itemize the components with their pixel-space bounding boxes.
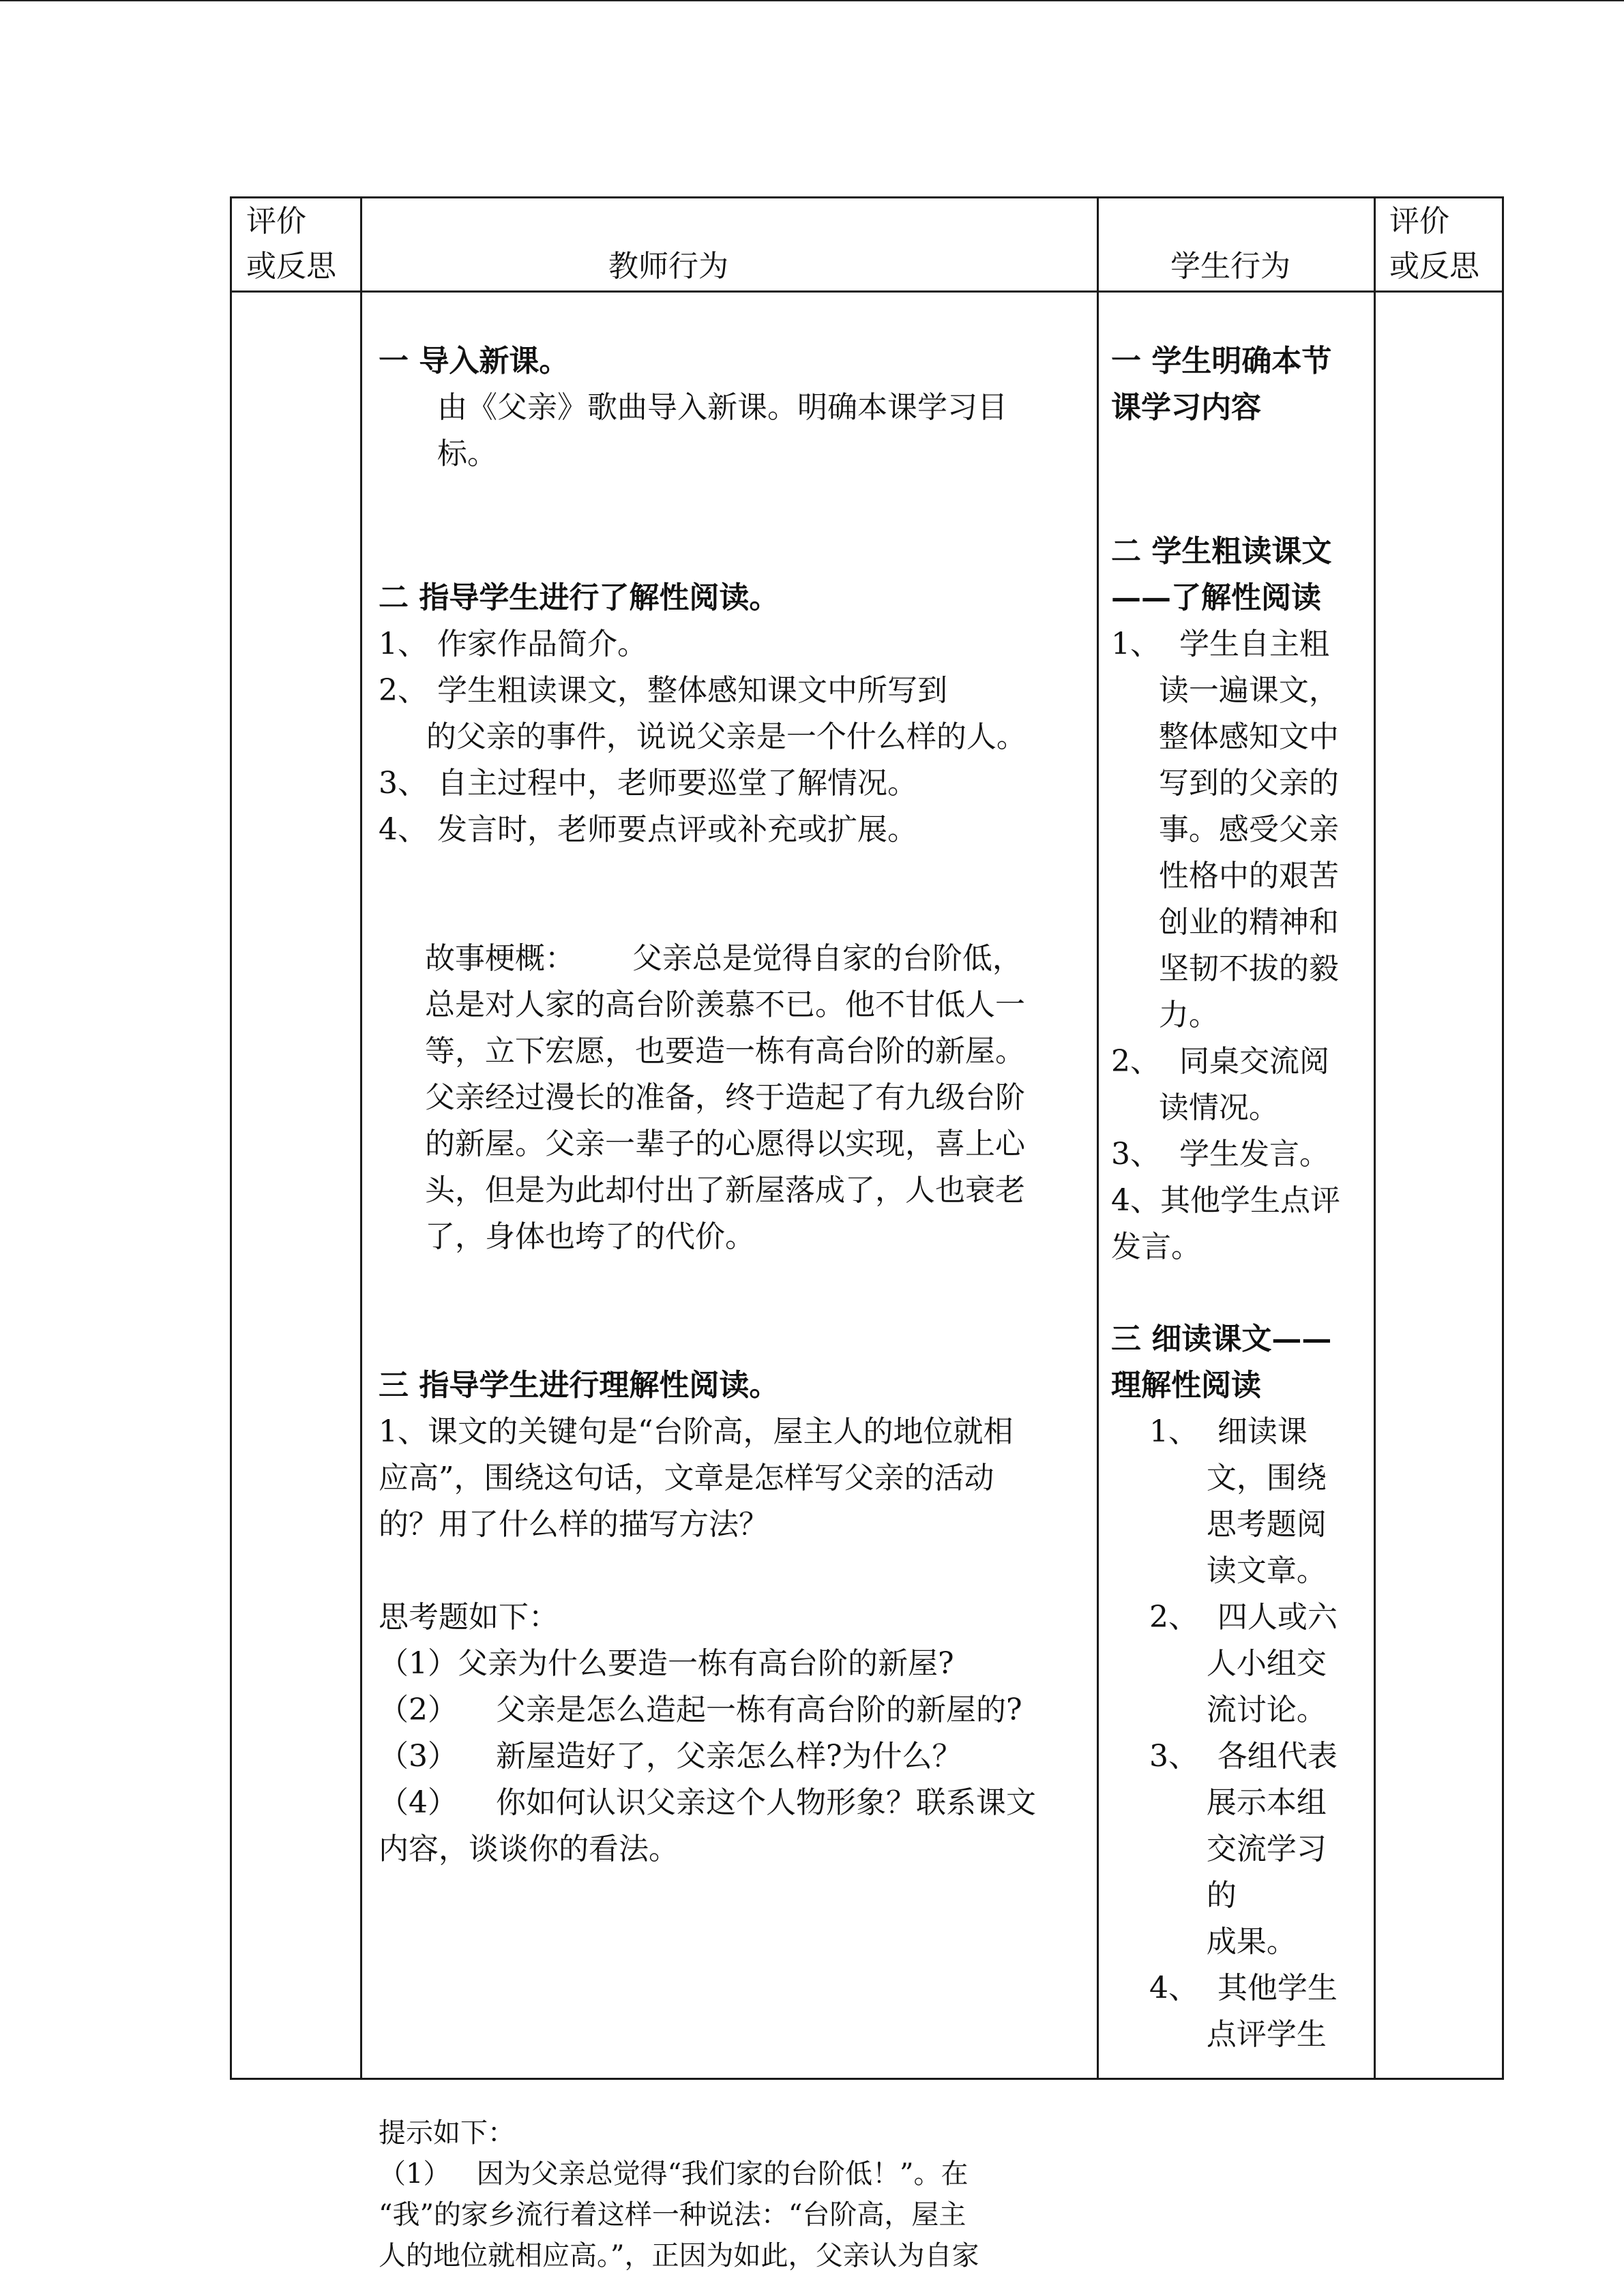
student-s3-item: 文，围绕 [1111, 1461, 1327, 1495]
student-s2-item: 整体感知文中 [1111, 719, 1339, 754]
student-s3-item: 展示本组 [1111, 1785, 1327, 1820]
teacher-section-intro [379, 338, 1007, 477]
question-item: （2） 父亲是怎么造起一栋有高台阶的新屋的? [379, 1693, 1022, 1727]
table-border-left [230, 196, 232, 2080]
student-s2-item: 4、其他学生点评 [1111, 1183, 1340, 1218]
questions-title: 思考题如下： [379, 1600, 559, 1635]
teacher-section-deep-reading [379, 1362, 1014, 1548]
teacher-s2-title: 二 指导学生进行了解性阅读。 [379, 580, 780, 615]
teacher-s3-intro-line: 应高”，围绕这句话，文章是怎样写父亲的活动 [379, 1461, 994, 1495]
story-line: 总是对人家的高台阶羡慕不已。他不甘低人一 [425, 987, 1025, 1022]
student-s3-item: 读文章。 [1111, 1553, 1327, 1588]
student-s3-item: 的 [1111, 1878, 1237, 1913]
teacher-s2-item: 1、 作家作品简介。 [379, 627, 647, 661]
student-s2-item: 写到的父亲的 [1111, 766, 1339, 801]
question-item: （1）父亲为什么要造一栋有高台阶的新屋? [379, 1646, 954, 1681]
hint-line: 人的地位就相应高。”，正因为如此，父亲认为自家 [379, 2240, 979, 2271]
teacher-s2-item: 4、 发言时，老师要点评或补充或扩展。 [379, 812, 917, 847]
teacher-s3-intro-line: 的？用了什么样的描写方法？ [379, 1507, 769, 1542]
student-s3-title-line: 理解性阅读 [1111, 1368, 1261, 1403]
column-divider-3 [1374, 196, 1376, 2080]
header-eval-right-line2: 或反思 [1389, 249, 1479, 284]
header-eval-left-line1: 评价 [246, 204, 306, 239]
student-section-1 [1111, 338, 1331, 431]
hint-line: “我”的家乡流行着这样一种说法：“台阶高，屋主 [379, 2199, 966, 2231]
lesson-plan-table [230, 196, 1504, 2271]
student-s2-item: 3、 学生发言。 [1111, 1137, 1329, 1172]
student-section-2 [1111, 528, 1340, 1270]
question-item: （3） 新屋造好了，父亲怎么样?为什么？ [379, 1739, 962, 1774]
column-divider-2 [1097, 196, 1099, 2080]
student-s1-line: 课学习内容 [1111, 390, 1261, 425]
page-top-border [0, 0, 1624, 1]
story-line: 头，但是为此却付出了新屋落成了，人也衰老 [425, 1173, 1025, 1208]
student-s2-item: 创业的精神和 [1111, 905, 1339, 940]
student-s2-item: 2、 同桌交流阅 [1111, 1044, 1329, 1079]
header-teacher: 教师行为 [608, 249, 728, 284]
teacher-s1-line: 标。 [437, 436, 497, 471]
header-eval-right [1389, 199, 1479, 289]
student-s3-item: 成果。 [1111, 1924, 1297, 1959]
student-s3-item: 2、 四人或六 [1111, 1600, 1338, 1635]
teacher-s3-intro-line: 1、课文的关键句是“台阶高，屋主人的地位就相 [379, 1414, 1014, 1449]
student-s1-line: 一 学生明确本节 [1111, 344, 1332, 378]
student-s3-item: 1、 细读课 [1111, 1414, 1308, 1449]
table-border-bottom [230, 2078, 1504, 2080]
student-s3-item: 思考题阅 [1111, 1507, 1327, 1542]
hints-title: 提示如下： [379, 2117, 515, 2149]
story-line: 父亲经过漫长的准备，终于造起了有九级台阶 [425, 1080, 1025, 1115]
student-s2-item: 力。 [1111, 998, 1219, 1032]
student-s2-item: 读一遍课文， [1111, 673, 1339, 708]
header-eval-right-line1: 评价 [1389, 204, 1449, 239]
teacher-s2-item: 2、 学生粗读课文，整体感知课文中所写到 [379, 673, 947, 708]
teacher-story-summary [425, 936, 1025, 1260]
story-line: 了，身体也垮了的代价。 [425, 1219, 755, 1254]
student-s3-item: 4、 其他学生 [1111, 1971, 1338, 2006]
teacher-s1-title: 一 导入新课。 [379, 344, 570, 378]
student-s3-item: 人小组交 [1111, 1646, 1327, 1681]
teacher-s2-item: 3、 自主过程中，老师要巡堂了解情况。 [379, 766, 917, 801]
teacher-hints [379, 2113, 979, 2276]
student-s2-item: 性格中的艰苦 [1111, 859, 1339, 893]
teacher-s3-title: 三 指导学生进行理解性阅读。 [379, 1368, 780, 1403]
student-section-3 [1111, 1316, 1338, 2058]
table-border-right [1502, 196, 1504, 2080]
student-s2-item: 坚韧不拔的毅 [1111, 951, 1339, 986]
student-s2-title-line: 二 学生粗读课文 [1111, 534, 1332, 569]
hint-line: （1） 因为父亲总觉得“我们家的台阶低！”。在 [379, 2158, 969, 2190]
teacher-s2-item: 的父亲的事件，说说父亲是一个什么样的人。 [379, 719, 1027, 754]
teacher-s1-line: 由《父亲》歌曲导入新课。明确本课学习目 [437, 390, 1007, 425]
student-s2-item: 发言。 [1111, 1229, 1201, 1264]
student-s3-item: 流讨论。 [1111, 1693, 1327, 1727]
header-student: 学生行为 [1170, 249, 1290, 284]
teacher-section-overview [379, 575, 1027, 853]
teacher-questions [379, 1594, 1036, 1873]
story-line: 等，立下宏愿，也要造一栋有高台阶的新屋。 [425, 1034, 1025, 1069]
student-s2-item: 读情况。 [1111, 1090, 1279, 1125]
student-s2-title-line: ——了解性阅读 [1111, 580, 1321, 615]
story-line: 的新屋。父亲一辈子的心愿得以实现，喜上心 [425, 1127, 1025, 1161]
student-s3-item: 交流学习 [1111, 1832, 1327, 1866]
question-item: 内容，谈谈你的看法。 [379, 1832, 679, 1866]
column-divider-1 [360, 196, 362, 2080]
story-line: 故事梗概： 父亲总是觉得自家的台阶低， [425, 941, 1022, 976]
student-s3-item: 3、 各组代表 [1111, 1739, 1338, 1774]
header-eval-left-line2: 或反思 [246, 249, 336, 284]
table-border-top [230, 196, 1504, 198]
header-eval-left [246, 199, 336, 289]
student-s3-title-line: 三 细读课文—— [1111, 1322, 1332, 1356]
student-s2-item: 1、 学生自主粗 [1111, 627, 1329, 661]
student-s2-item: 事。感受父亲 [1111, 812, 1339, 847]
header-divider [230, 290, 1504, 293]
student-s3-item: 点评学生 [1111, 2017, 1327, 2052]
question-item: （4） 你如何认识父亲这个人物形象？联系课文 [379, 1785, 1036, 1820]
